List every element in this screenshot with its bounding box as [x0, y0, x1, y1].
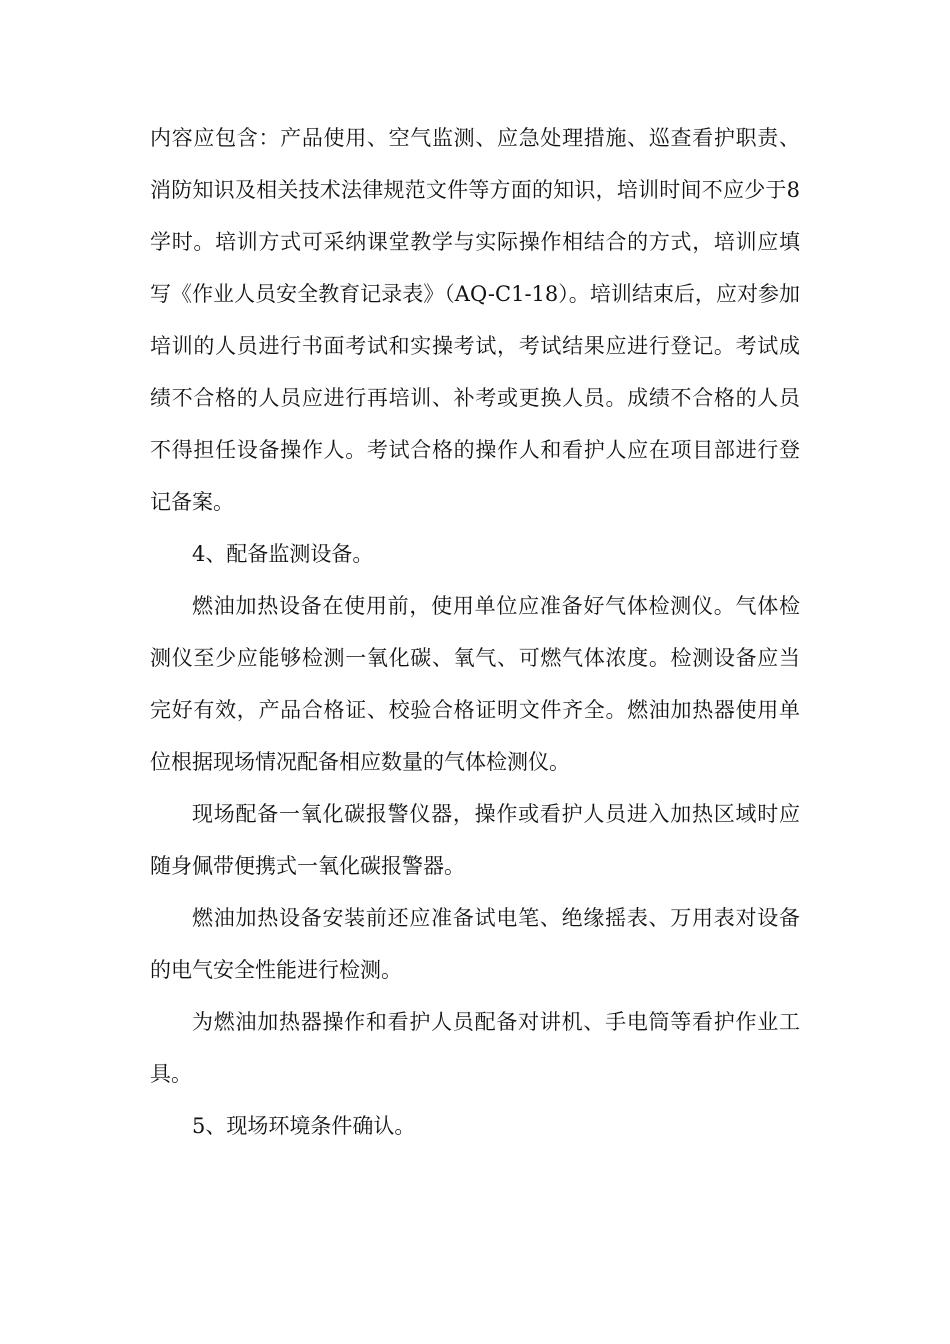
paragraph-electrical-testing: 燃油加热设备安装前还应准备试电笔、绝缘摇表、万用表对设备的电气安全性能进行检测。: [150, 906, 800, 982]
section-heading-monitoring-equipment: 4、配备监测设备。: [192, 542, 374, 566]
paragraph-co-alarm: 现场配备一氧化碳报警仪器，操作或看护人员进入加热区域时应随身佩带便携式一氧化碳报警器。: [150, 802, 800, 878]
paragraph-tools: 为燃油加热器操作和看护人员配备对讲机、手电筒等看护作业工具。: [150, 1010, 800, 1086]
paragraph-gas-detector: 燃油加热设备在使用前，使用单位应准备好气体检测仪。气体检测仪至少应能够检测一氧化碳、氧气、可燃气体浓度。检测设备应当完好有效，产品合格证、校验合格证明文件齐全。燃油加热器使用单位根据现场情况配备相应数量的气体检测仪。: [150, 594, 800, 774]
document-body: [150, 112, 800, 1152]
section-heading-site-conditions: 5、现场环境条件确认。: [192, 1114, 416, 1138]
paragraph-training-content: 内容应包含：产品使用、空气监测、应急处理措施、巡查看护职责、消防知识及相关技术法律规范文件等方面的知识，培训时间不应少于8学时。培训方式可采纳课堂教学与实际操作相结合的方式，培训应填写《作业人员安全教育记录表》（AQ-C1-18）。培训结束后，应对参加培训的人员进行书面考试和实操考试，考试结果应进行登记。考试成绩不合格的人员应进行再培训、补考或更换人员。成绩不合格的人员不得担任设备操作人。考试合格的操作人和看护人应在项目部进行登记备案。: [150, 126, 800, 514]
